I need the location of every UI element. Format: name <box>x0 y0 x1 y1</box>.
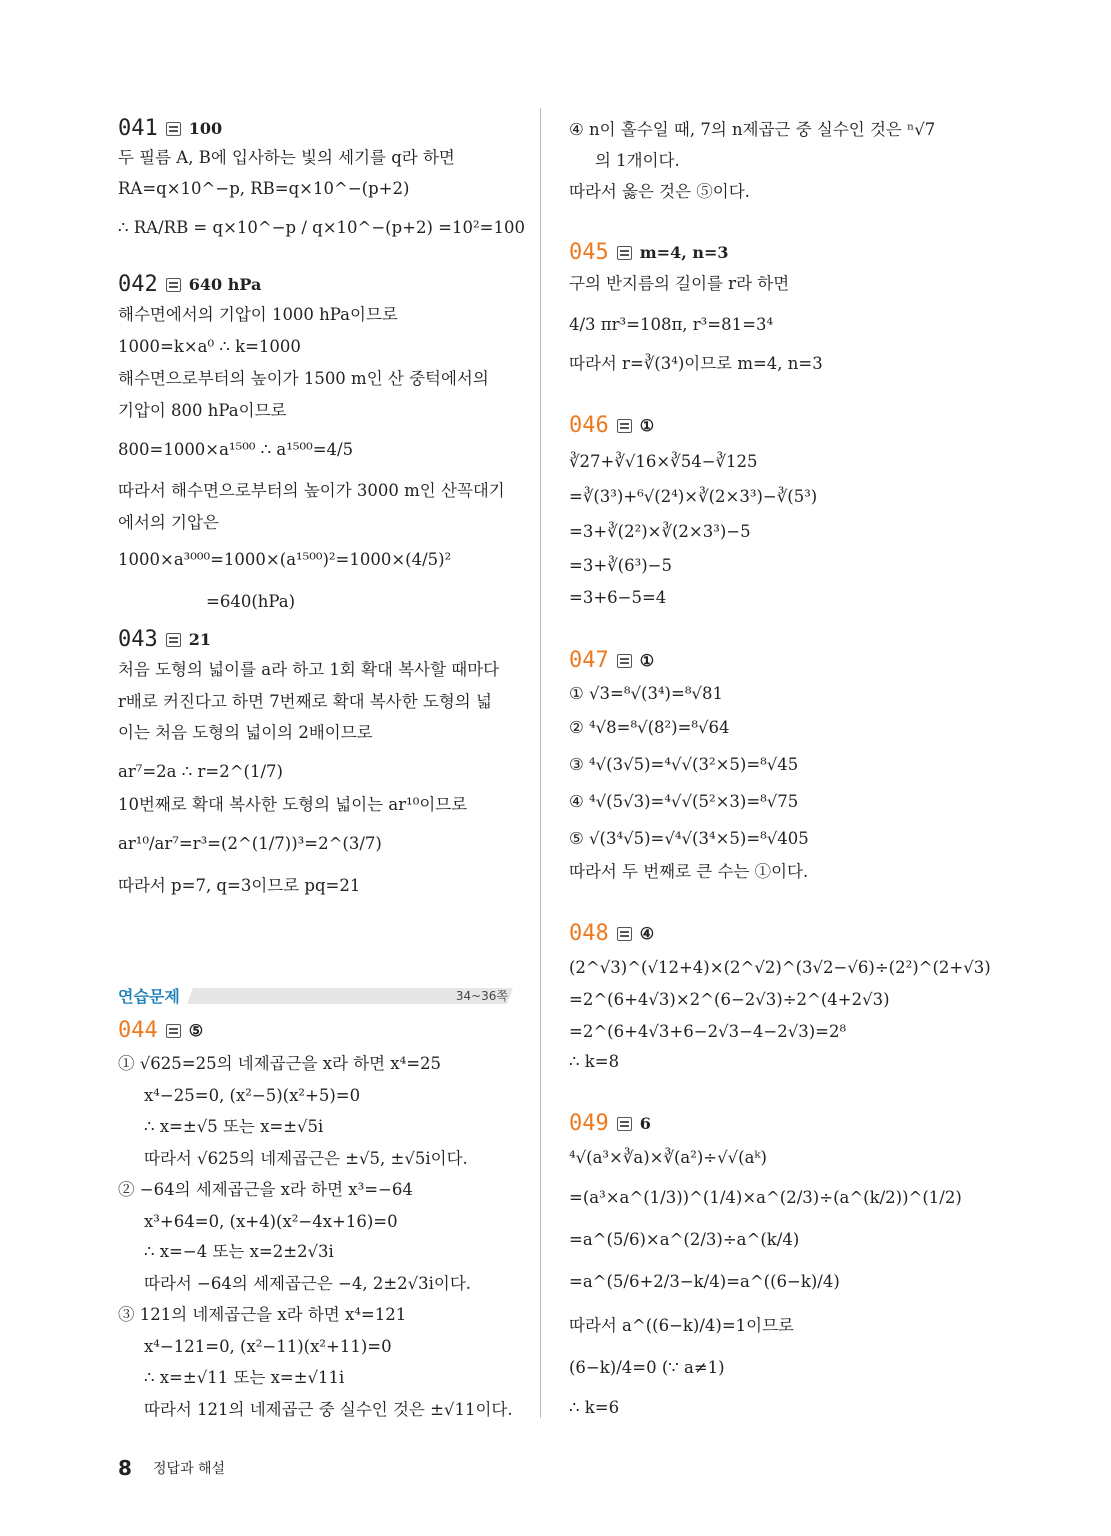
solution-line: ∴ k=6 <box>569 1398 620 1417</box>
solution-line: x⁴−121=0, (x²−11)(x²+11)=0 <box>144 1337 392 1356</box>
practice-section-header <box>118 984 510 1006</box>
solution-line: =3+∛(2²)×∛(2×3³)−5 <box>569 522 751 541</box>
solution-line: ② −64의 세제곱근을 x라 하면 x³=−64 <box>118 1180 413 1199</box>
problem-answer: ① <box>639 651 655 670</box>
problem-042-header <box>118 274 261 296</box>
solution-line: 1000=k×a⁰ ∴ k=1000 <box>118 337 301 356</box>
solution-line: 이는 처음 도형의 넓이의 2배이므로 <box>118 723 373 742</box>
solution-line: =2^(6+4√3+6−2√3−4−2√3)=2⁸ <box>569 1022 847 1041</box>
solution-line: ar¹⁰/ar⁷=r³=(2^(1/7))³=2^(3/7) <box>118 834 382 853</box>
problem-answer: 21 <box>188 630 212 649</box>
problem-041-header <box>118 118 222 140</box>
answer-tag-icon <box>617 927 632 941</box>
solution-line: =a^(5/6+2/3−k/4)=a^((6−k)/4) <box>569 1272 840 1291</box>
solution-line: =a^(5/6)×a^(2/3)÷a^(k/4) <box>569 1230 800 1249</box>
solution-line: (6−k)/4=0 (∵ a≠1) <box>569 1358 725 1377</box>
problem-047-header <box>569 650 654 672</box>
problem-number: 044 <box>118 1018 158 1043</box>
solution-line: 10번째로 확대 복사한 도형의 넓이는 ar¹⁰이므로 <box>118 795 468 814</box>
solution-line: ③ 121의 네제곱근을 x라 하면 x⁴=121 <box>118 1305 407 1324</box>
solution-line: RA=q×10^−p, RB=q×10^−(p+2) <box>118 179 410 198</box>
column-divider <box>540 108 541 1418</box>
problem-046-header <box>569 415 654 437</box>
problem-answer: 100 <box>188 119 223 138</box>
solution-line: x⁴−25=0, (x²−5)(x²+5)=0 <box>144 1086 361 1105</box>
problem-answer: ① <box>639 416 655 435</box>
solution-line: ar⁷=2a ∴ r=2^(1/7) <box>118 762 283 781</box>
problem-044-header <box>118 1020 203 1042</box>
solution-line: ∛27+∛√16×∛54−∛125 <box>569 452 758 471</box>
problem-number: 045 <box>569 240 609 265</box>
problem-number: 041 <box>118 116 158 141</box>
solution-line: ① √3=⁸√(3⁴)=⁸√81 <box>569 684 723 703</box>
solution-line: 구의 반지름의 길이를 r라 하면 <box>569 274 790 293</box>
solution-line: =∛(3³)+⁶√(2⁴)×∛(2×3³)−∛(5³) <box>569 487 818 506</box>
solution-line: 따라서 p=7, q=3이므로 pq=21 <box>118 876 361 895</box>
problem-answer: ⑤ <box>188 1021 204 1040</box>
solution-line: (2^√3)^(√12+4)×(2^√2)^(3√2−√6)÷(2²)^(2+√3) <box>569 958 991 977</box>
problem-number: 046 <box>569 413 609 438</box>
solution-line: ④ ⁴√(5√3)=⁴√√(5²×3)=⁸√75 <box>569 792 799 811</box>
solution-line: 1000×a³⁰⁰⁰=1000×(a¹⁵⁰⁰)²=1000×(4/5)² <box>118 550 452 569</box>
answer-tag-icon <box>166 1024 181 1038</box>
problem-number: 048 <box>569 921 609 946</box>
solution-line: =640(hPa) <box>206 592 296 611</box>
solution-line: 의 1개이다. <box>595 151 680 170</box>
solution-line: ③ ⁴√(3√5)=⁴√√(3²×5)=⁸√45 <box>569 755 799 774</box>
solution-line: 해수면으로부터의 높이가 1500 m인 산 중턱에서의 <box>118 369 489 388</box>
solution-line: 따라서 −64의 세제곱근은 −4, 2±2√3i이다. <box>144 1274 472 1293</box>
problem-number: 043 <box>118 627 158 652</box>
solution-line: 800=1000×a¹⁵⁰⁰ ∴ a¹⁵⁰⁰=4/5 <box>118 440 354 459</box>
answer-tag-icon <box>617 419 632 433</box>
problem-049-header <box>569 1113 651 1135</box>
problem-answer: m=4, n=3 <box>639 243 729 262</box>
page-footer <box>118 1456 225 1480</box>
solution-line: =2^(6+4√3)×2^(6−2√3)÷2^(4+2√3) <box>569 990 890 1009</box>
answer-tag-icon <box>617 654 632 668</box>
solution-line: 해수면에서의 기압이 1000 hPa이므로 <box>118 305 398 324</box>
solution-line: ∴ x=−4 또는 x=2±2√3i <box>144 1242 334 1261</box>
solution-line: =3+∛(6³)−5 <box>569 556 672 575</box>
solution-line: ∴ RA/RB = q×10^−p / q×10^−(p+2) =10²=100 <box>118 218 525 237</box>
problem-number: 049 <box>569 1111 609 1136</box>
solution-line: ⑤ √(3⁴√5)=√⁴√(3⁴×5)=⁸√405 <box>569 829 809 848</box>
section-title: 연습문제 <box>118 987 180 1006</box>
solution-line: 따라서 121의 네제곱근 중 실수인 것은 ±√11이다. <box>144 1400 513 1419</box>
answer-tag-icon <box>166 633 181 647</box>
answer-tag-icon <box>617 1117 632 1131</box>
solution-line: 따라서 해수면으로부터의 높이가 3000 m인 산꼭대기 <box>118 481 505 500</box>
solution-line: 기압이 800 hPa이므로 <box>118 401 287 420</box>
problem-045-header <box>569 242 729 264</box>
solution-line: ∴ k=8 <box>569 1052 620 1071</box>
solution-line: =(a³×a^(1/3))^(1/4)×a^(2/3)÷(a^(k/2))^(1/2) <box>569 1188 962 1207</box>
page-number: 8 <box>118 1456 132 1480</box>
problem-answer: 6 <box>639 1114 651 1133</box>
solution-line: 따라서 옳은 것은 ⑤이다. <box>569 182 750 201</box>
solution-line: x³+64=0, (x+4)(x²−4x+16)=0 <box>144 1212 398 1231</box>
solution-line: 처음 도형의 넓이를 a라 하고 1회 확대 복사할 때마다 <box>118 660 500 679</box>
problem-answer: 640 hPa <box>188 275 262 294</box>
section-pages: 34~36쪽 <box>455 989 508 1003</box>
solution-line: r배로 커진다고 하면 7번째로 확대 복사한 도형의 넓 <box>118 692 492 711</box>
solution-line: ② ⁴√8=⁸√(8²)=⁸√64 <box>569 718 730 737</box>
answer-tag-icon <box>617 246 632 260</box>
problem-answer: ④ <box>639 924 655 943</box>
problem-number: 047 <box>569 648 609 673</box>
solution-line: 두 필름 A, B에 입사하는 빛의 세기를 q라 하면 <box>118 148 455 167</box>
problem-043-header <box>118 629 211 651</box>
solution-line: 따라서 √625의 네제곱근은 ±√5, ±√5i이다. <box>144 1149 468 1168</box>
answer-tag-icon <box>166 122 181 136</box>
solution-line: ① √625=25의 네제곱근을 x라 하면 x⁴=25 <box>118 1054 442 1073</box>
solution-line: 따라서 두 번째로 큰 수는 ①이다. <box>569 862 809 881</box>
solution-line: ④ n이 홀수일 때, 7의 n제곱근 중 실수인 것은 ⁿ√7 <box>569 120 936 139</box>
footer-label: 정답과 해설 <box>153 1461 226 1477</box>
solution-line: ⁴√(a³×∛a)×∛(a²)÷√√(aᵏ) <box>569 1148 767 1167</box>
solution-line: =3+6−5=4 <box>569 588 667 607</box>
solution-line: 따라서 r=∛(3⁴)이므로 m=4, n=3 <box>569 354 823 373</box>
problem-048-header <box>569 923 654 945</box>
solution-line: 4/3 πr³=108π, r³=81=3⁴ <box>569 315 774 334</box>
solution-line: ∴ x=±√5 또는 x=±√5i <box>144 1117 324 1136</box>
problem-number: 042 <box>118 272 158 297</box>
solution-line: ∴ x=±√11 또는 x=±√11i <box>144 1368 345 1387</box>
solution-line: 에서의 기압은 <box>118 513 219 532</box>
solution-line: 따라서 a^((6−k)/4)=1이므로 <box>569 1316 794 1335</box>
answer-tag-icon <box>166 278 181 292</box>
